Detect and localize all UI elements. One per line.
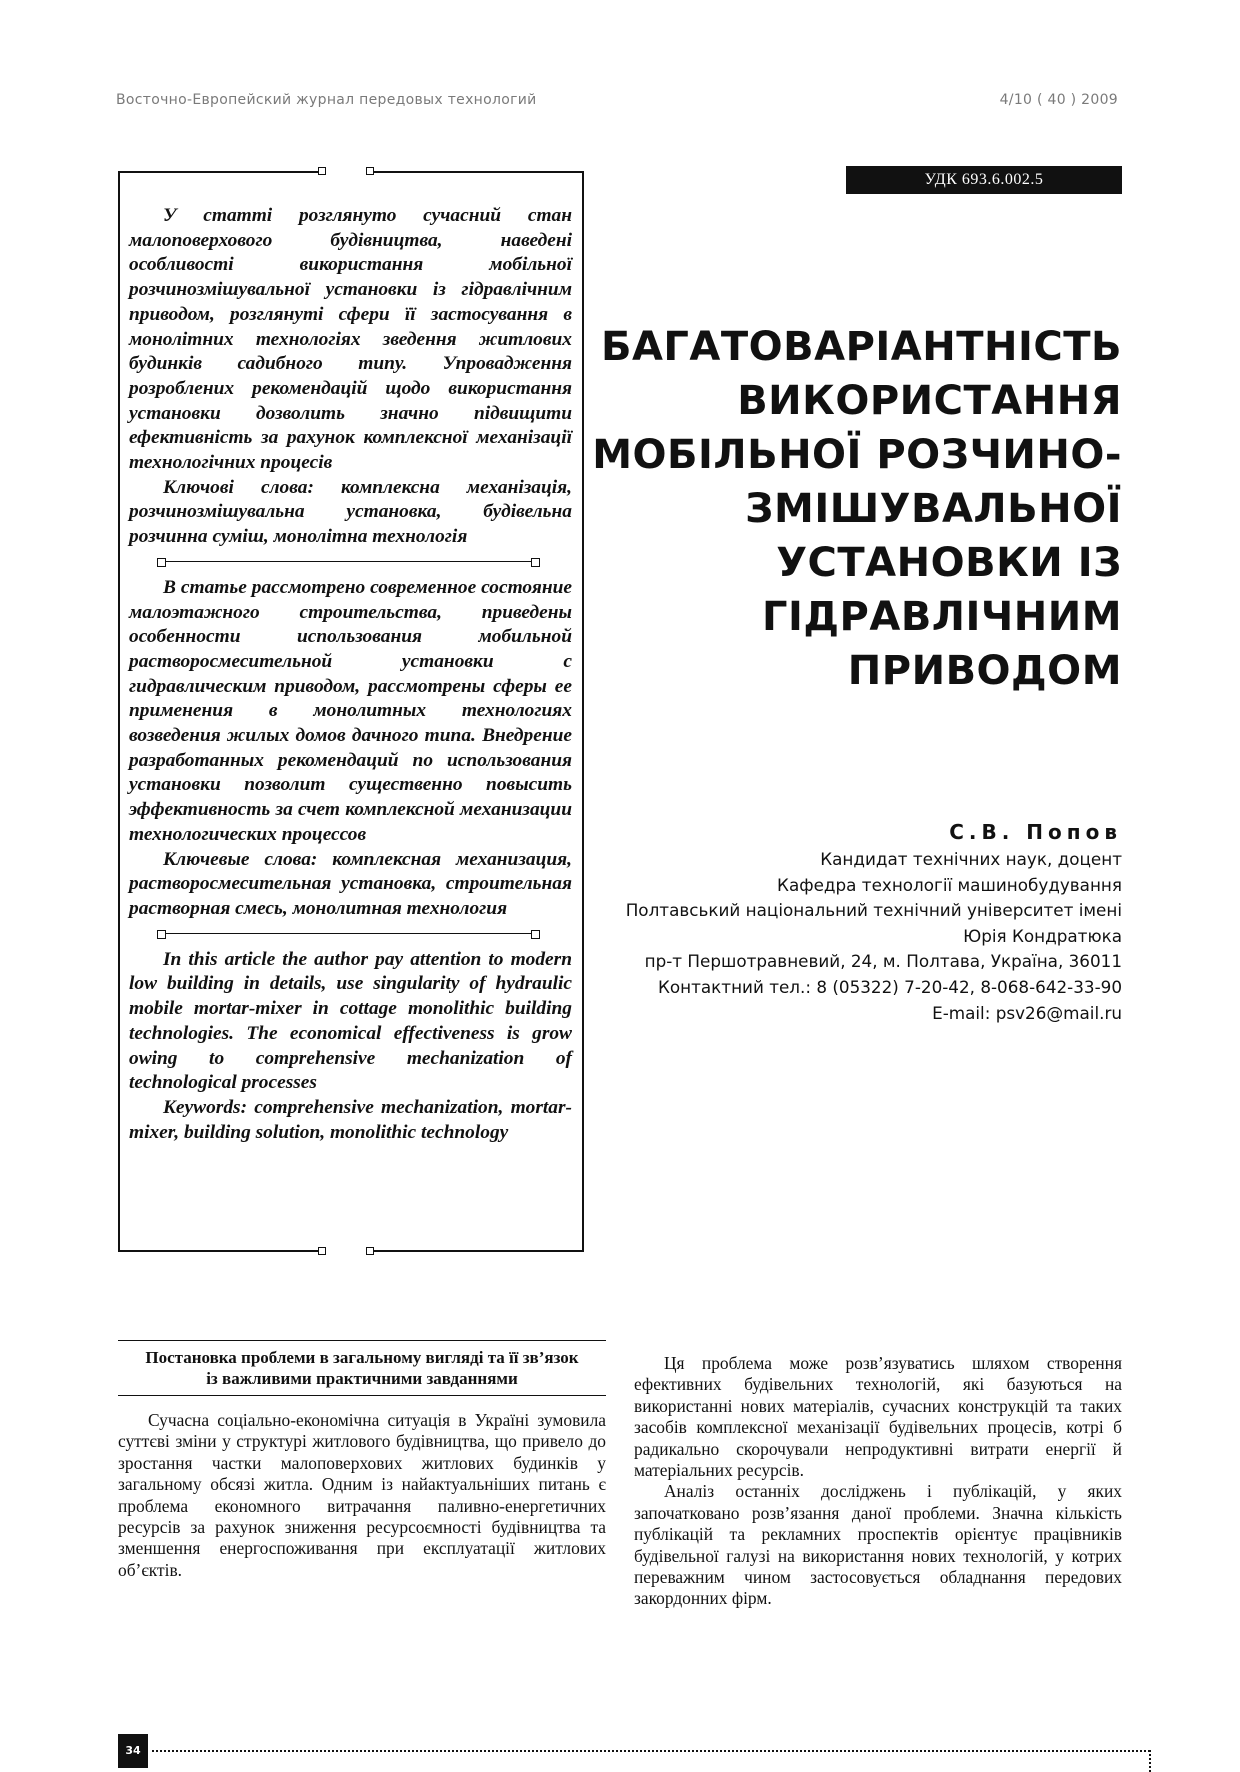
affiliation-line: Кандидат технічних наук, доцент: [820, 849, 1122, 869]
body-paragraph: Ця проблема може розв’язуватись шляхом створення ефективних будівельних технологій, які базуються на використанні нових матеріалів, сучасних конструкцій та таких засобів комплексної механізації будівельних процесів, котрі б радикально скорочували непродуктивні витрати енергії й матеріальних ресурсів.: [634, 1353, 1122, 1481]
title-line: ВИКОРИСТАННЯ: [737, 378, 1122, 424]
frame-ornament-square: [318, 167, 326, 175]
abstracts: [129, 204, 572, 1145]
body-paragraph: Аналіз останніх досліджень і публікацій, у яких започатковано розв’язання даної проблеми. Значна кількість публікацій та рекламних проспектів орієнтує працівників будівельної галузі на використання нових технологій, у котрих переважним чином застосовується обладнання передових закордонних фірм.: [634, 1481, 1122, 1609]
abstract-separator: [129, 926, 572, 942]
frame-ornament-square: [366, 1247, 374, 1255]
author-name: С.В. Попов: [949, 820, 1122, 844]
frame-gap-bottom: [326, 1248, 366, 1254]
frame-gap-top: [326, 168, 366, 174]
author-affiliation: [626, 847, 1122, 1026]
keywords-uk: Ключові слова: комплексна механізація, розчинозмішувальна установка, будівельна розчинна суміш, монолітна технологія: [129, 476, 572, 548]
keywords-en: Keywords: comprehensive mechanization, mortar-mixer, building solution, monolithic technology: [129, 1096, 572, 1143]
abstract-en: In this article the author pay attention to modern low building in details, use singularity of hydraulic mobile mortar-mixer in cottage monolithic building technologies. The economical effectiveness is grow owing to comprehensive mechanization of technological processes: [129, 948, 572, 1094]
udk-badge: УДК 693.6.002.5: [846, 166, 1122, 194]
affiliation-line: Юрія Кондратюка: [963, 925, 1122, 946]
section-heading-line: Постановка проблеми в загальному вигляді та її зв’язок: [145, 1348, 579, 1367]
frame-ornament-square: [318, 1247, 326, 1255]
body-paragraph: Сучасна соціально-економічна ситуація в Україні зумовила суттєві зміни у структурі житлового будівництва, що привело до зростання частки малоповерхових житлових будинків у загальному обсязі житла. Одним із найактуальніших питань є проблема економного витрачання паливно-енергетичних ресурсів за рахунок зниження ресурсоємності будівництва та зменшення енергоспоживання при експлуатації житлових об’єктів.: [118, 1410, 606, 1580]
body-column-left: [118, 1348, 606, 1581]
affiliation-line: Полтавський національний технічний університет імені: [625, 900, 1122, 921]
title-line: ПРИВОДОМ: [847, 648, 1122, 694]
affiliation-line: Кафедра технології машинобудування: [777, 874, 1122, 895]
frame-ornament-square: [366, 167, 374, 175]
abstract-uk: У статті розглянуто сучасний стан малоповерхового будівництва, наведені особливості використання мобільної розчинозмішувальної установки із гідравлічним приводом, розглянуті сфери її застосування в монолітних технологіях зведення житлових будинків садибного типу. Упровадження розроблених рекомендацій щодо використання установки дозволить значно підвищити ефективність за рахунок комплексної механізації технологічних процесів: [129, 205, 572, 474]
keywords-ru: Ключевые слова: комплексная механизация, растворосмесительная установка, строительная растворная смесь, монолитная технология: [129, 848, 572, 919]
abstract-separator: [129, 554, 572, 570]
title-line: МОБІЛЬНОЇ РОЗЧИНО-: [592, 432, 1122, 478]
title-line: ГІДРАВЛІЧНИМ: [762, 594, 1122, 640]
abstract-ru: В статье рассмотрено современное состояние малоэтажного строительства, приведены особенности использования мобильной растворосмесительной установки с гидравлическим приводом, рассмотрены сферы ее применения в монолитных технологиях возведения жилых домов дачного типа. Внедрение разработанных рекомендаций по использования установки позволит существенно повысить эффективность за счет комплексной механизации технологических процессов: [129, 576, 572, 845]
article-title: [562, 320, 1122, 698]
page-number: 34: [118, 1734, 148, 1768]
body-column-right: [634, 1353, 1122, 1610]
section-heading: [118, 1340, 606, 1396]
footer-dotted-rule: [152, 1750, 1150, 1752]
title-line: БАГАТОВАРІАНТНІСТЬ: [600, 324, 1122, 370]
footer-dotted-rule-vertical: [1149, 1750, 1151, 1772]
affiliation-line: Контактний тел.: 8 (05322) 7-20-42, 8-068-642-33-90: [657, 976, 1122, 997]
affiliation-line: пр-т Першотравневий, 24, м. Полтава, Україна, 36011: [644, 951, 1122, 972]
issue-number: 4/10 ( 40 ) 2009: [999, 92, 1118, 108]
section-heading-line: із важливими практичними завданнями: [206, 1369, 518, 1388]
title-line: УСТАНОВКИ ІЗ: [776, 540, 1122, 586]
affiliation-email[interactable]: E-mail: psv26@mail.ru: [932, 1002, 1122, 1023]
title-line: ЗМІШУВАЛЬНОЇ: [745, 486, 1122, 532]
running-header: [116, 92, 1118, 114]
journal-name: Восточно-Европейский журнал передовых технологий: [116, 92, 537, 108]
